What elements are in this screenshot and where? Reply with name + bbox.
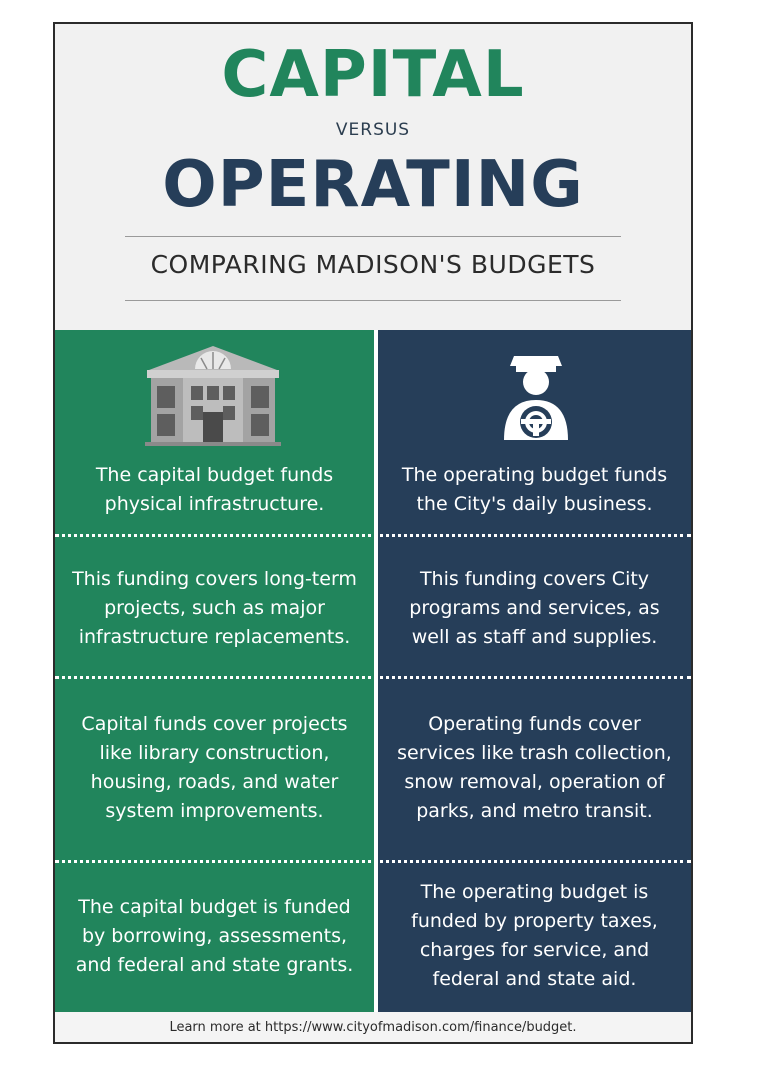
footer — [55, 1012, 691, 1042]
operating-row-3: Operating funds cover services like trash collection, snow removal, operation of parks, and metro transit. — [397, 713, 672, 822]
driver-steering-wheel-icon — [496, 346, 576, 442]
row-separator-2 — [55, 676, 691, 679]
title-versus: VERSUS — [335, 120, 411, 140]
header-rule-bottom — [125, 300, 621, 301]
operating-row-1: The operating budget funds the City's daily business. — [401, 464, 668, 515]
infographic-card — [53, 22, 693, 1044]
operating-row-4: The operating budget is funded by property taxes, charges for service, and federal and state aid. — [411, 881, 658, 990]
capital-row-3: Capital funds cover projects like library construction, housing, roads, and water system improvements. — [81, 713, 348, 822]
row-separator-3 — [55, 860, 691, 863]
capital-row-4: The capital budget is funded by borrowing, assessments, and federal and state grants. — [75, 895, 354, 976]
row-separator-1 — [55, 534, 691, 537]
operating-column — [378, 330, 691, 1012]
capital-row-2: This funding covers long-term projects, such as major infrastructure replacements. — [72, 567, 357, 648]
subtitle: COMPARING MADISON'S BUDGETS — [150, 250, 596, 279]
title-operating: OPERATING — [162, 148, 584, 222]
title-capital: CAPITAL — [221, 38, 525, 112]
capital-column — [55, 330, 374, 1012]
footer-text: Learn more at https://www.cityofmadison.com/finance/budget. — [169, 1019, 577, 1035]
header-rule-top — [125, 236, 621, 237]
operating-row-2: This funding covers City programs and services, as well as staff and supplies. — [409, 567, 660, 648]
government-building-icon — [143, 342, 283, 446]
header — [55, 24, 691, 330]
capital-row-1: The capital budget funds physical infrastructure. — [95, 464, 334, 515]
